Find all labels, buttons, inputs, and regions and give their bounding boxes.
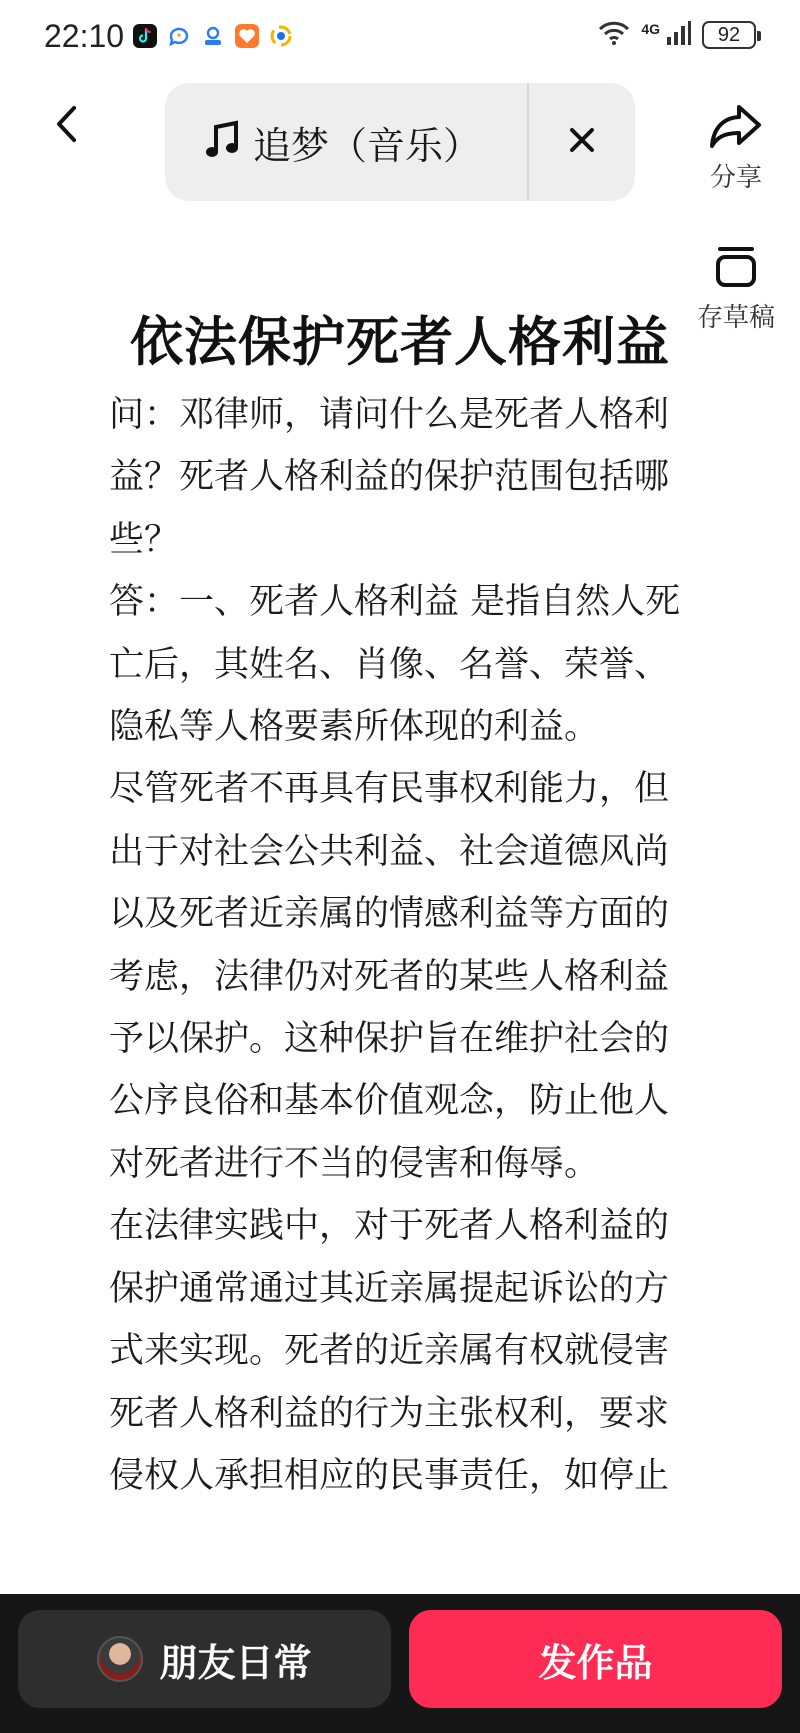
friends-daily-button[interactable]: [18, 1610, 391, 1708]
color-circle-icon: [269, 24, 293, 48]
signal-icon: [666, 20, 692, 50]
document-paragraph: 在法律实践中，对于死者人格利益的保护通常通过其近亲属提起诉讼的方式来实现。死者的近亲属有权就侵害死者人格利益的行为主张权利，要求侵权人承担相应的民事责任，如停止: [109, 1206, 670, 1496]
heart-app-icon: [235, 24, 259, 48]
status-bar: [0, 0, 800, 78]
tiktok-icon: [133, 24, 157, 48]
draft-box-icon: [714, 245, 758, 293]
avatar: [97, 1636, 143, 1682]
friends-daily-label: 朋友日常: [159, 1640, 312, 1685]
document-title: 依法保护死者人格利益: [130, 312, 670, 373]
close-icon: [569, 127, 595, 157]
bottom-bar: [0, 1594, 800, 1733]
status-indicators: [597, 20, 756, 50]
wifi-icon: [597, 20, 631, 50]
document-paragraph: 问：邓律师，请问什么是死者人格利益？死者人格利益的保护范围包括哪些？: [109, 395, 670, 560]
music-title: 追梦（音乐）: [253, 123, 482, 168]
share-label: 分享: [709, 163, 762, 193]
document-paragraph: 尽管死者不再具有民事权利能力，但出于对社会公共利益、社会道德风尚以及死者近亲属的情感利益等方面的考虑，法律仍对死者的某些人格利益予以保护。这种保护旨在维护社会的公序良俗和基本价值观念，防止他人对死者进行不当的侵害和侮辱。: [109, 769, 670, 1184]
document-paragraph: 答：一、死者人格利益 是指自然人死亡后，其姓名、肖像、名誉、荣誉、隐私等人格要素所体现的利益。: [109, 582, 681, 748]
music-info[interactable]: [205, 83, 481, 201]
chevron-left-icon: [54, 105, 78, 147]
music-note-icon: [205, 120, 239, 164]
network-type: 4G: [641, 21, 660, 37]
chat-bubble-icon: [167, 24, 191, 48]
music-selector[interactable]: [165, 83, 635, 201]
draft-label: 存草稿: [696, 303, 775, 333]
publish-button[interactable]: [409, 1610, 782, 1708]
document-body: [109, 384, 689, 1507]
back-button[interactable]: [44, 100, 88, 152]
battery-indicator: 92: [702, 21, 756, 49]
share-arrow-icon: [709, 103, 763, 153]
remove-music-button[interactable]: [529, 83, 635, 201]
status-app-icons: [133, 24, 293, 48]
share-button[interactable]: [681, 103, 791, 194]
status-time: 22:10: [44, 18, 125, 54]
cloud-user-icon: [201, 24, 225, 48]
publish-label: 发作品: [538, 1640, 653, 1685]
